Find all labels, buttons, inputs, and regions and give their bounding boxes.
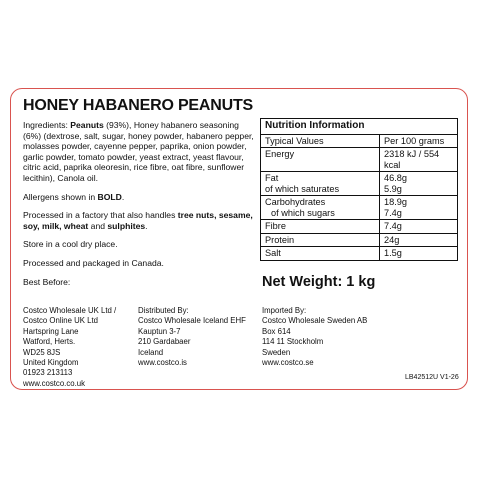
address-line: Costco Online UK Ltd — [23, 316, 98, 326]
nutrition-title: Nutrition Information — [261, 119, 458, 135]
nutrition-header-row — [261, 134, 458, 148]
nutrient-name — [261, 196, 380, 220]
nutrient-value — [380, 196, 458, 220]
nutrient-name: Protein — [261, 233, 380, 247]
nutrition-title-row — [261, 119, 458, 135]
address-line: Costco Wholesale Iceland EHF — [138, 316, 246, 326]
nutrient-value: 2318 kJ / 554 kcal — [380, 148, 458, 172]
nutrient-name: Fibre — [261, 220, 380, 234]
nutrient-name-sub: of which sugars — [271, 207, 335, 218]
nutrient-value-sub: 7.4g — [384, 207, 402, 218]
label-code: LB42512U V1-26 — [405, 374, 459, 381]
factory-mid: and — [88, 220, 108, 231]
table-row — [261, 233, 458, 247]
table-row — [261, 247, 458, 261]
address-line: Costco Wholesale Sweden AB — [262, 316, 368, 326]
address-iceland — [138, 306, 246, 368]
table-row — [261, 148, 458, 172]
nutrient-name-sub: of which saturates — [265, 183, 340, 194]
header-typical: Typical Values — [261, 134, 380, 148]
factory-allergens-1: tree nuts, sesame, soy, milk, wheat — [23, 210, 253, 231]
address-sweden — [262, 306, 367, 368]
ingredient-peanuts: Peanuts — [70, 120, 104, 130]
ingredients-paragraph — [23, 120, 255, 184]
address-line: Hartspring Lane — [23, 326, 79, 336]
nutrient-value — [380, 172, 458, 196]
nutrient-value-main: 18.9g — [384, 197, 407, 207]
address-line: Sweden — [262, 347, 291, 357]
nutrient-name-main: Carbohydrates — [265, 197, 326, 207]
nutrient-value-main: 46.8g — [384, 173, 407, 183]
factory-text: Processed in a factory that also handles — [23, 210, 178, 221]
address-line: Kauptun 3-7 — [138, 326, 181, 336]
address-line: 210 Gardabaer — [138, 337, 191, 347]
nutrient-value: 24g — [380, 233, 458, 247]
nutrient-name: Salt — [261, 247, 380, 261]
header-per100: Per 100 grams — [380, 134, 458, 148]
nutrient-value: 7.4g — [380, 220, 458, 234]
ingredients-text: (93%), Honey habanero seasoning (6%) (dextrose, salt, sugar, honey powder, habanero pepper, molasses powder, cayenne pepper, paprika, onion powder, garlic powder, tomato powder, yeast extract, yeast flavour, citric acid, paprika oleoresin, rice fibre, oat fibre, sunflower lecithin), Canola oil. — [23, 120, 254, 183]
allergens-text: Allergens shown in — [23, 191, 98, 202]
net-weight: Net Weight: 1 kg — [262, 274, 376, 290]
nutrition-table — [260, 118, 458, 261]
address-line: www.costco.is — [138, 358, 187, 368]
nutrient-name: Energy — [261, 148, 380, 172]
nutrient-value: 1.5g — [380, 247, 458, 261]
address-line: 114 11 Stockholm — [262, 337, 324, 347]
nutrient-value-sub: 5.9g — [384, 183, 402, 194]
address-uk — [23, 306, 116, 389]
table-row — [261, 220, 458, 234]
address-line: United Kingdom — [23, 358, 79, 368]
best-before: Best Before: — [23, 276, 71, 287]
address-line: Iceland — [138, 347, 164, 357]
table-row — [261, 172, 458, 196]
allergens-note — [23, 192, 255, 203]
table-row — [261, 196, 458, 220]
ingredients-label: Ingredients: — [23, 120, 71, 130]
nutrient-name — [261, 172, 380, 196]
factory-end: . — [145, 220, 148, 231]
address-line: www.costco.co.uk — [23, 378, 85, 388]
storage-note: Store in a cool dry place. — [23, 239, 118, 250]
address-line: Distributed By: — [138, 306, 189, 315]
address-line: Watford, Herts. — [23, 337, 76, 347]
address-line: Box 614 — [262, 326, 291, 336]
factory-allergens-2: sulphites — [107, 220, 146, 231]
allergens-bold: BOLD — [97, 191, 122, 202]
ingredients-column — [23, 120, 255, 295]
origin-note: Processed and packaged in Canada. — [23, 257, 164, 268]
address-line: Costco Wholesale UK Ltd / — [23, 306, 117, 315]
address-line: 01923 213113 — [23, 368, 73, 378]
address-line: www.costco.se — [262, 358, 314, 368]
allergens-end: . — [121, 191, 125, 202]
address-line: Imported By: — [262, 306, 307, 315]
nutrient-name-main: Fat — [265, 173, 279, 183]
product-title: HONEY HABANERO PEANUTS — [23, 97, 253, 114]
address-line: WD25 8JS — [23, 347, 61, 357]
factory-note — [23, 210, 255, 231]
